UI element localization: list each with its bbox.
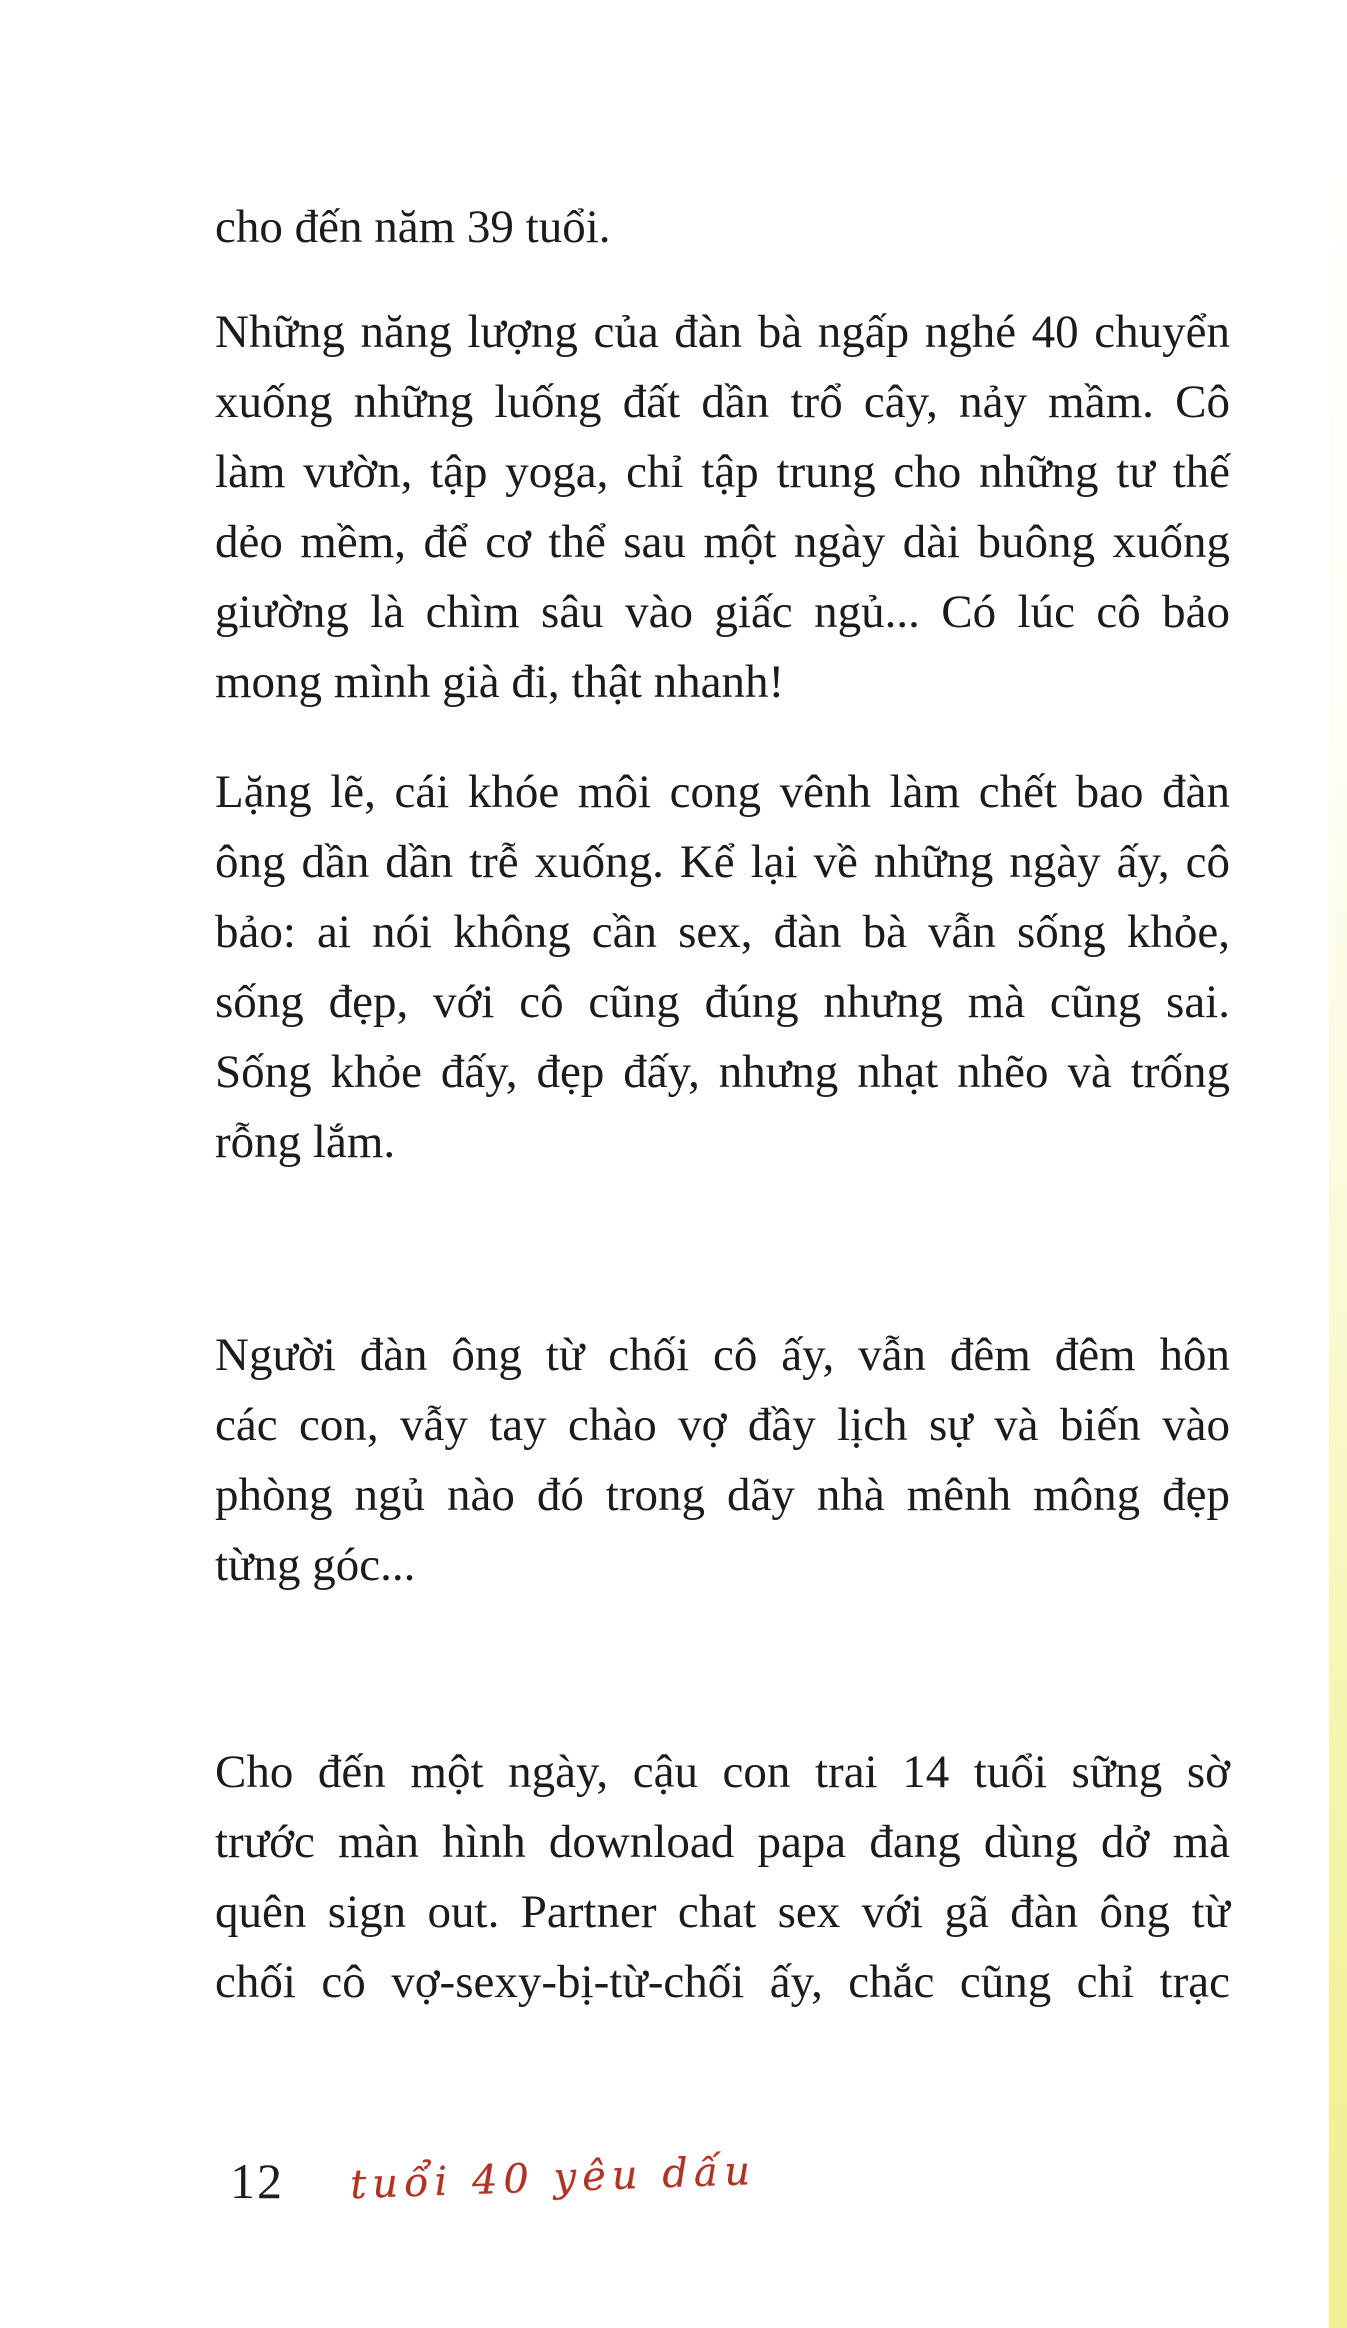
text-line: Lặng lẽ, cái khóe môi cong vênh làm chết bao đàn xyxy=(215,766,1230,818)
text-line: Những năng lượng của đàn bà ngấp nghé 40 chuyển xyxy=(215,306,1230,358)
paragraph xyxy=(215,1737,1230,2017)
text-line: xuống những luống đất dần trổ cây, nảy mầm. Cô xyxy=(215,376,1230,428)
text-line: trước màn hình download papa đang dùng dở mà xyxy=(215,1816,1230,1868)
paragraph xyxy=(215,297,1230,717)
text-line: Cho đến một ngày, cậu con trai 14 tuổi sững sờ xyxy=(215,1746,1230,1798)
page-number: 12 xyxy=(230,2153,284,2209)
text-line: từng góc... xyxy=(215,1539,416,1591)
text-line: ông dần dần trễ xuống. Kể lại về những ngày ấy, cô xyxy=(215,836,1230,888)
text-line: cho đến năm 39 tuổi. xyxy=(215,201,611,253)
text-line: bảo: ai nói không cần sex, đàn bà vẫn sống khỏe, xyxy=(215,906,1230,958)
text-line: các con, vẫy tay chào vợ đầy lịch sự và biến vào xyxy=(215,1399,1230,1451)
text-line: làm vườn, tập yoga, chỉ tập trung cho những tư thế xyxy=(215,446,1230,498)
page-edge-shading xyxy=(1329,0,1347,2328)
text-line: mong mình già đi, thật nhanh! xyxy=(215,656,785,708)
text-line: chối cô vợ-sexy-bị-từ-chối ấy, chắc cũng chỉ trạc xyxy=(215,1956,1230,2008)
text-line: Người đàn ông từ chối cô ấy, vẫn đêm đêm hôn xyxy=(215,1329,1230,1381)
footer-book-title: tuổi 40 yêu dấu xyxy=(349,2147,757,2209)
text-line: quên sign out. Partner chat sex với gã đàn ông từ xyxy=(215,1886,1230,1938)
text-line: dẻo mềm, để cơ thể sau một ngày dài buông xuống xyxy=(215,516,1230,568)
paragraph xyxy=(215,757,1230,1177)
text-line: giường là chìm sâu vào giấc ngủ... Có lúc cô bảo xyxy=(215,586,1230,638)
text-line: Sống khỏe đấy, đẹp đấy, nhưng nhạt nhẽo và trống xyxy=(215,1046,1230,1098)
text-line: phòng ngủ nào đó trong dãy nhà mênh mông đẹp xyxy=(215,1469,1230,1521)
text-line: sống đẹp, với cô cũng đúng nhưng mà cũng sai. xyxy=(215,976,1230,1028)
text-line: rỗng lắm. xyxy=(215,1116,396,1168)
paragraph xyxy=(215,1320,1230,1600)
page-footer xyxy=(0,2138,1347,2258)
paragraph xyxy=(215,192,1230,262)
